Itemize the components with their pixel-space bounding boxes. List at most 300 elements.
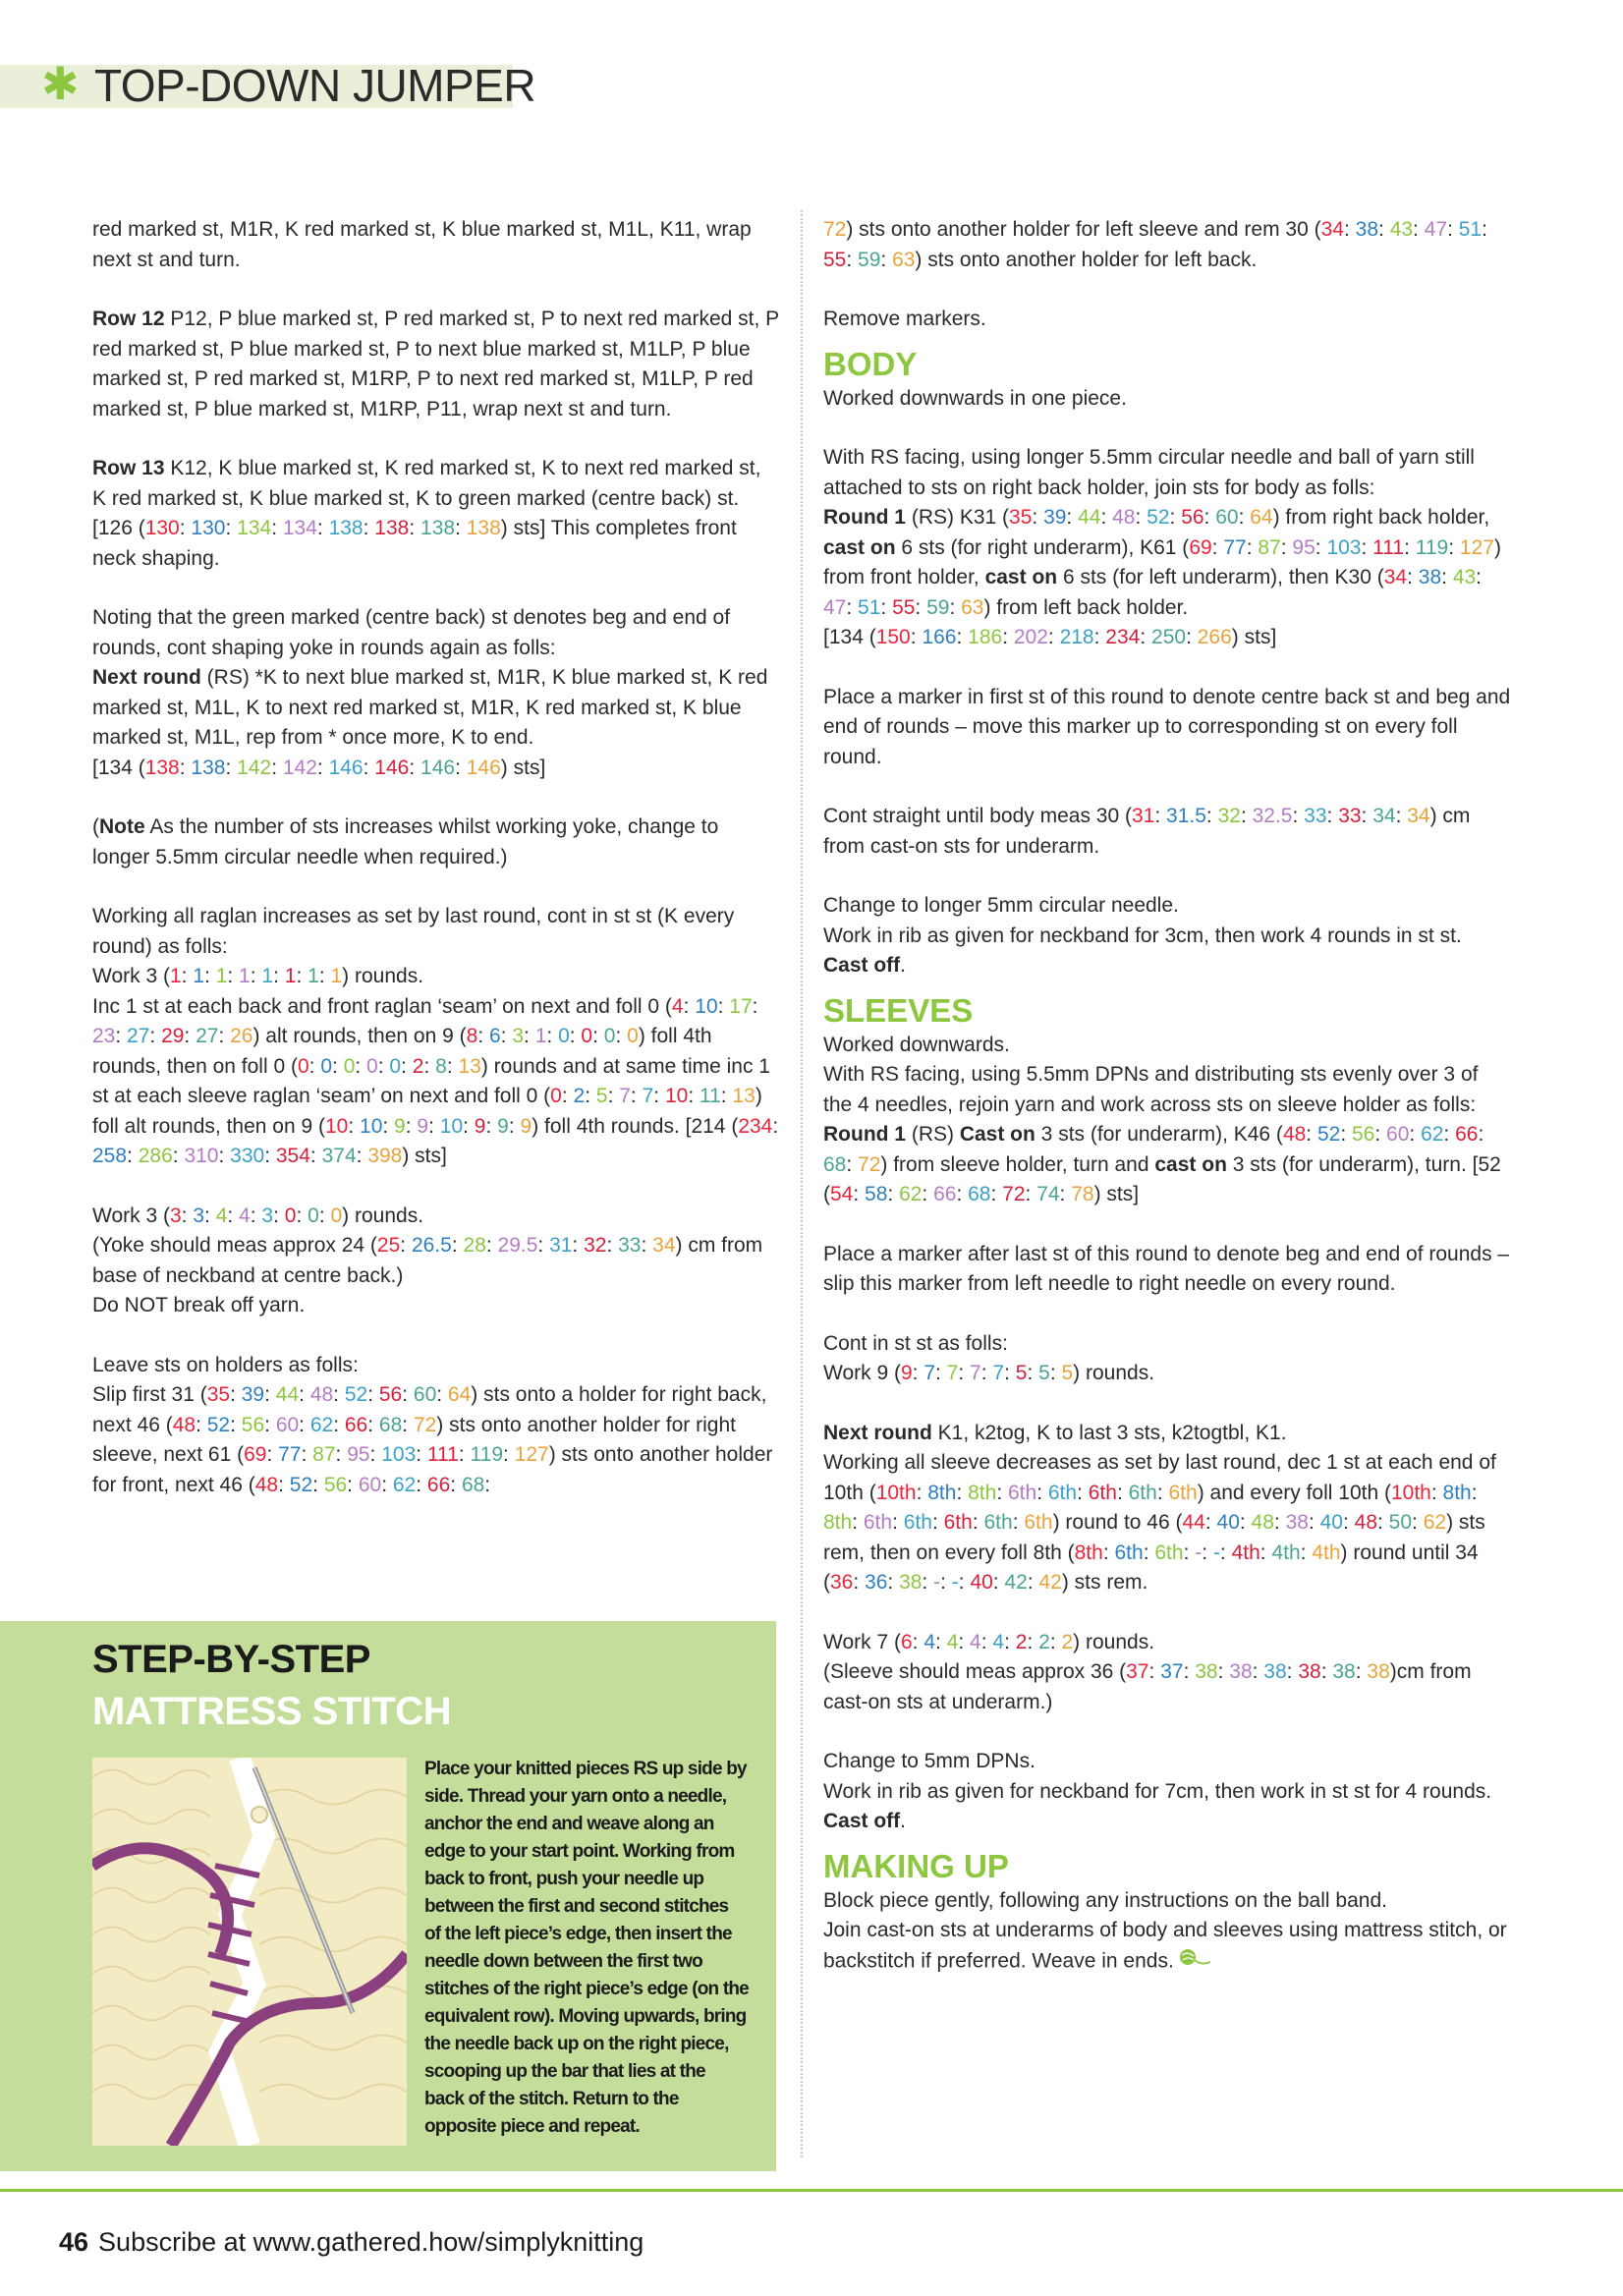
text-run: : xyxy=(405,1114,418,1138)
size-value: 66 xyxy=(426,1473,451,1496)
size-value: 64 xyxy=(1250,506,1273,529)
text-run: : xyxy=(1047,626,1060,648)
text-run: : xyxy=(500,1025,513,1047)
text-run: : xyxy=(1183,1660,1196,1683)
text-run: ( xyxy=(92,815,99,838)
bold-term: Row 12 xyxy=(92,308,165,330)
size-value: 48 xyxy=(1354,1511,1377,1534)
size-value: 186 xyxy=(968,626,1003,648)
text-run: )cm from cast-on sts at underarm.) xyxy=(823,1660,1472,1713)
text-run: Worked downwards in one piece. xyxy=(823,386,1127,410)
size-value: 1 xyxy=(193,965,205,987)
size-value: 130 xyxy=(144,517,180,539)
text-run: (RS) xyxy=(906,1123,960,1146)
bold-term: Cast off xyxy=(823,1810,901,1832)
mattress-stitch-title: MATTRESS STITCH xyxy=(92,1690,452,1733)
size-value: 68 xyxy=(968,1183,991,1205)
size-value: 4th xyxy=(1312,1540,1341,1564)
size-value: 8 xyxy=(435,1054,447,1078)
size-value: 34 xyxy=(652,1234,676,1257)
text-run: : xyxy=(299,1413,310,1436)
text-run: : xyxy=(935,1362,947,1384)
text-run: ) sts] This completes front neck shaping. xyxy=(92,517,737,570)
text-run: : xyxy=(720,1085,733,1107)
size-value: 51 xyxy=(858,595,881,619)
size-value: 374 xyxy=(321,1145,357,1167)
size-value: 44 xyxy=(1182,1511,1205,1534)
text-run: With RS facing, using 5.5mm DPNs and distributing sts evenly over 3 of the 4 needles, rejoin yarn and work across sts on sleeve holder as folls: xyxy=(823,1063,1479,1116)
text-run: : xyxy=(318,965,331,987)
mattress-stitch-instructions: Place your knitted pieces RS up side by side. Thread your yarn onto a needle, anchor the end and weave along an edge to your start point. Working from back to front, push your needle up between the first and second stitches of the left piece’s edge, then insert the needle down between the first two stitches of the right piece’s edge (on the equivalent row). Moving upwards, bring the needle back up on the right piece, scooping up the bar that lies at the back of the stitch. Return to the opposite piece and repeat. xyxy=(424,1759,749,2137)
text-run: Remove markers. xyxy=(823,308,986,330)
text-run: : xyxy=(416,1443,427,1466)
size-value: 2 xyxy=(412,1054,424,1078)
size-value: 1 xyxy=(169,965,182,987)
page-number: 46 xyxy=(59,2227,89,2257)
text-run: Work 3 ( xyxy=(92,1204,170,1227)
text-run: : xyxy=(1148,1660,1161,1683)
text-run: : xyxy=(1447,218,1459,241)
subscribe-link[interactable]: Subscribe at www.gathered.how/simplyknitting xyxy=(98,2227,644,2257)
text-run: : xyxy=(266,1443,279,1466)
size-value: 32.5 xyxy=(1252,805,1293,827)
text-run: : xyxy=(204,1204,216,1227)
page-title: TOP-DOWN JUMPER xyxy=(94,60,536,111)
size-value: 4 xyxy=(215,1204,228,1227)
text-run: : xyxy=(910,626,923,648)
text-run: : xyxy=(318,1204,331,1227)
text-run: : xyxy=(1246,535,1259,559)
text-run: : xyxy=(1156,1481,1169,1504)
text-run: : xyxy=(1012,1511,1025,1534)
size-value: 3 xyxy=(193,1204,205,1227)
text-run: : xyxy=(1378,218,1390,241)
text-run: : xyxy=(363,756,375,779)
size-value: - xyxy=(933,1571,941,1594)
text-run: Inc 1 st at each back and front raglan ‘seam’ on next and foll 0 ( xyxy=(92,994,672,1018)
text-run: : xyxy=(179,517,192,539)
size-value: 3 xyxy=(169,1204,182,1227)
text-run: . xyxy=(900,954,907,977)
size-value: 33 xyxy=(618,1234,642,1257)
text-run: : xyxy=(458,1443,471,1466)
yoke-paragraph xyxy=(92,1202,780,1321)
text-run: : xyxy=(333,1413,345,1436)
text-run: : xyxy=(1306,1123,1317,1146)
size-value: 60 xyxy=(1386,1123,1410,1146)
size-value: 13 xyxy=(732,1085,756,1107)
size-value: 78 xyxy=(1071,1183,1094,1205)
size-value: 87 xyxy=(1258,535,1281,559)
text-run: : xyxy=(956,1481,969,1504)
size-value: 0 xyxy=(581,1025,593,1047)
text-run: Working all sleeve decreases as set by last round, dec 1 st at each end of 10th ( xyxy=(823,1451,1496,1504)
sleeves-work-7 xyxy=(823,1628,1511,1718)
text-run: : xyxy=(1049,1630,1062,1653)
text-run: : xyxy=(308,1054,321,1078)
size-value: 0 xyxy=(389,1054,402,1078)
size-value: 9 xyxy=(474,1114,486,1138)
size-value: 9 xyxy=(394,1114,406,1138)
size-value: 266 xyxy=(1197,626,1232,648)
text-run: : xyxy=(980,1362,993,1384)
text-run: : xyxy=(1413,218,1425,241)
text-run: red marked st, M1R, K red marked st, K blue marked st, M1L, K11, wrap next st and turn. xyxy=(92,218,752,271)
size-value: 10 xyxy=(324,1114,349,1138)
size-value: 1 xyxy=(534,1025,547,1047)
size-value: 3 xyxy=(261,1204,274,1227)
text-run: : xyxy=(1077,1481,1089,1504)
text-run: : xyxy=(990,1183,1003,1205)
text-run: : xyxy=(484,1473,491,1496)
size-value: 2 xyxy=(1015,1630,1028,1653)
text-run: : xyxy=(592,1025,604,1047)
text-run: : xyxy=(1217,1660,1230,1683)
size-value: 146 xyxy=(420,756,456,779)
text-run: : xyxy=(450,1473,462,1496)
text-run: : xyxy=(846,1152,859,1176)
text-run: : xyxy=(683,994,696,1018)
size-value: 142 xyxy=(237,756,272,779)
text-run: (RS) K31 ( xyxy=(906,506,1010,529)
text-run: : xyxy=(1027,1362,1039,1384)
text-run: : xyxy=(1203,506,1216,529)
text-run: : xyxy=(1211,535,1224,559)
text-run: Work 3 ( xyxy=(92,965,170,987)
text-run: : xyxy=(1286,1660,1299,1683)
text-run: : xyxy=(653,1085,665,1107)
text-run: [134 ( xyxy=(823,626,876,648)
text-run: Work 9 ( xyxy=(823,1362,901,1384)
text-run: : xyxy=(912,1362,924,1384)
text-run: : xyxy=(1320,1660,1333,1683)
text-run: : xyxy=(503,1443,515,1466)
size-value: 146 xyxy=(374,756,410,779)
size-value: 4th xyxy=(1231,1540,1260,1564)
text-run: : xyxy=(1036,1481,1048,1504)
text-run: : xyxy=(561,1085,574,1107)
next-round-paragraph xyxy=(92,603,780,783)
size-value: 23 xyxy=(92,1025,116,1047)
text-run: ) sts onto another holder for right sleeve, next 61 ( xyxy=(92,1413,736,1466)
size-value: 52 xyxy=(1147,506,1170,529)
size-value: 127 xyxy=(1459,535,1494,559)
making-up-text xyxy=(823,1886,1511,1978)
text-run: : xyxy=(1143,1540,1155,1564)
size-value: 3 xyxy=(512,1025,525,1047)
size-value: 62 xyxy=(1421,1123,1444,1146)
size-value: 56 xyxy=(378,1383,403,1406)
size-value: 4 xyxy=(671,994,684,1018)
size-value: 69 xyxy=(244,1443,267,1466)
size-value: 38 xyxy=(1298,1660,1321,1683)
text-run: Join cast-on sts at underarms of body and sleeves using mattress stitch, or backstitch if preferred. Weave in ends. xyxy=(823,1919,1507,1972)
text-run: Place a marker in first st of this round to denote centre back st and beg and end of rounds – move this marker up to corresponding st on every foll round. xyxy=(823,685,1511,768)
text-run: : xyxy=(451,1234,464,1257)
text-run: : xyxy=(949,595,962,619)
text-run: Work 7 ( xyxy=(823,1630,901,1653)
text-run: : xyxy=(369,1443,382,1466)
text-run: : xyxy=(1430,1481,1443,1504)
text-run: : xyxy=(316,756,329,779)
size-value: 6th xyxy=(983,1511,1013,1534)
text-run: ) round until 34 ( xyxy=(823,1540,1479,1594)
size-value: 1 xyxy=(239,965,251,987)
size-value: 5 xyxy=(595,1085,608,1107)
text-run: 6 sts (for left underarm), then K30 ( xyxy=(1057,566,1384,588)
size-value: 60 xyxy=(1215,506,1239,529)
size-value: 0 xyxy=(603,1025,616,1047)
text-run: : xyxy=(355,1054,367,1078)
text-run: : xyxy=(846,595,859,619)
size-value: 38 xyxy=(1263,1660,1287,1683)
text-run: ) rounds. xyxy=(1073,1362,1155,1384)
text-run: : xyxy=(958,1630,971,1653)
text-run: : xyxy=(227,965,240,987)
body-intro xyxy=(823,384,1511,415)
text-run: : xyxy=(184,1025,196,1047)
size-value: 6th xyxy=(943,1511,973,1534)
text-run: : xyxy=(922,1571,934,1594)
size-value: 52 xyxy=(289,1473,313,1496)
text-run: : xyxy=(446,1054,459,1078)
size-value: 130 xyxy=(191,517,226,539)
size-value: 8th xyxy=(927,1481,957,1504)
text-run: ) rounds and at same time inc 1 st at each sleeve raglan ‘seam’ on next and foll 0 ( xyxy=(92,1054,770,1107)
text-run: : xyxy=(940,1571,952,1594)
size-value: 43 xyxy=(1452,566,1477,588)
text-run: : xyxy=(546,1025,559,1047)
text-run: : xyxy=(149,1025,162,1047)
size-value: 111 xyxy=(426,1443,459,1466)
text-run: : xyxy=(264,1413,276,1436)
text-run: : xyxy=(641,1234,653,1257)
sleeves-st-st xyxy=(823,1329,1511,1389)
size-value: 234 xyxy=(1105,626,1141,648)
text-run: : xyxy=(892,1511,904,1534)
column-divider xyxy=(801,210,803,2157)
size-value: 0 xyxy=(558,1025,570,1047)
sleeves-heading: SLEEVES xyxy=(823,991,974,1029)
size-value: 250 xyxy=(1151,626,1187,648)
size-value: 38 xyxy=(1285,1511,1309,1534)
text-run: : xyxy=(980,1630,993,1653)
size-value: 34 xyxy=(1372,805,1396,827)
body-round-1 xyxy=(823,443,1511,653)
size-value: 55 xyxy=(892,595,916,619)
size-value: 6th xyxy=(903,1511,932,1534)
size-value: 72 xyxy=(858,1152,881,1176)
text-run: : xyxy=(230,1383,242,1406)
text-run: : xyxy=(1183,1540,1196,1564)
size-value: 40 xyxy=(1319,1511,1343,1534)
text-run: As the number of sts increases whilst working yoke, change to longer 5.5mm circular needle when required.) xyxy=(92,815,719,868)
size-value: 59 xyxy=(858,248,881,271)
size-value: 37 xyxy=(1160,1660,1184,1683)
size-value: 134 xyxy=(237,517,272,539)
size-value: 2 xyxy=(1038,1630,1050,1653)
size-value: 95 xyxy=(347,1443,370,1466)
text-run: ) sts] xyxy=(1231,626,1277,648)
size-value: 6th xyxy=(1008,1481,1037,1504)
text-run: : xyxy=(382,1114,395,1138)
size-value: 202 xyxy=(1013,626,1048,648)
bold-term: Row 13 xyxy=(92,457,165,479)
asterisk-icon: ✱ xyxy=(41,58,80,109)
text-run: : xyxy=(1027,1630,1039,1653)
text-run: : xyxy=(115,1025,128,1047)
text-run: : xyxy=(485,1234,498,1257)
text-run: : xyxy=(931,1511,944,1534)
size-value: 218 xyxy=(1059,626,1094,648)
size-value: 40 xyxy=(970,1571,993,1594)
row-13-paragraph xyxy=(92,454,780,574)
text-run: : xyxy=(455,517,467,539)
text-run: : xyxy=(1441,566,1453,588)
text-run: : xyxy=(273,965,285,987)
size-value: 29.5 xyxy=(497,1234,538,1257)
text-run: Noting that the green marked (centre back) st denotes beg and end of rounds, cont shaping yoke in rounds again as folls: xyxy=(92,606,731,659)
text-run: K12, K blue marked st, K red marked st, K to next red marked st, K red marked st, K blue marked st, K to green marked (centre back) st. [126 ( xyxy=(92,457,761,539)
size-value: 310 xyxy=(184,1145,219,1167)
text-run: (RS) *K to next blue marked st, M1R, K blue marked st, K red marked st, M1L, K to next red marked st, M1R, K red marked st, K blue marked st, M1L, rep from * once more, K to end. xyxy=(92,666,768,749)
size-value: 0 xyxy=(308,1204,319,1227)
text-run: ) rounds. xyxy=(342,1204,424,1227)
size-value: 9 xyxy=(520,1114,532,1138)
text-run: : xyxy=(852,1511,864,1534)
size-value: 1 xyxy=(284,965,297,987)
text-run: ) sts] xyxy=(500,756,546,779)
text-run: (Yoke should meas approx 24 ( xyxy=(92,1234,377,1257)
text-run: ) sts onto another holder for left sleeve and rem 30 ( xyxy=(846,218,1321,241)
text-run: : xyxy=(316,517,329,539)
size-value: 8th xyxy=(968,1481,997,1504)
text-run: Leave sts on holders as folls: xyxy=(92,1353,359,1376)
bold-term: Next round xyxy=(823,1421,932,1444)
making-up-heading: MAKING UP xyxy=(823,1847,1009,1884)
text-run: : xyxy=(585,1085,596,1107)
size-value: 74 xyxy=(1036,1183,1060,1205)
text-run: ) sts onto another holder for front, next 46 ( xyxy=(92,1443,773,1496)
text-run: : xyxy=(1412,1511,1424,1534)
text-run: : xyxy=(436,1383,448,1406)
text-run: : xyxy=(846,248,859,271)
text-run: : xyxy=(996,1481,1008,1504)
size-value: 95 xyxy=(1292,535,1315,559)
text-run: : xyxy=(381,1473,393,1496)
size-value: 4 xyxy=(239,1204,251,1227)
size-value: 55 xyxy=(823,248,847,271)
size-value: 6 xyxy=(900,1630,913,1653)
size-value: 77 xyxy=(1223,535,1247,559)
size-value: 398 xyxy=(367,1145,403,1167)
text-run: : xyxy=(348,1114,361,1138)
size-value: 26 xyxy=(230,1025,253,1047)
size-value: 66 xyxy=(933,1183,957,1205)
size-value: 48 xyxy=(1282,1123,1307,1146)
size-value: 7 xyxy=(642,1085,654,1107)
size-value: 2 xyxy=(1061,1630,1074,1653)
size-value: 354 xyxy=(275,1145,310,1167)
size-value: 31 xyxy=(549,1234,573,1257)
text-run: ) alt rounds, then on 9 ( xyxy=(252,1025,467,1047)
text-run: : xyxy=(250,1204,262,1227)
size-value: 10th xyxy=(875,1481,917,1504)
size-value: 51 xyxy=(1458,218,1483,241)
text-run: Slip first 31 ( xyxy=(92,1383,207,1406)
text-run: : xyxy=(1340,1123,1352,1146)
size-value: 72 xyxy=(413,1413,437,1436)
text-run: : xyxy=(196,1413,207,1436)
size-value: - xyxy=(1195,1540,1203,1564)
size-value: 7 xyxy=(970,1362,981,1384)
size-value: 142 xyxy=(282,756,317,779)
footer-rule xyxy=(0,2189,1623,2192)
text-run: ) sts onto another holder for left back. xyxy=(915,248,1258,271)
size-value: 68 xyxy=(378,1413,403,1436)
size-value: 111 xyxy=(1372,535,1405,559)
text-run: : xyxy=(1280,535,1293,559)
size-value: 48 xyxy=(172,1413,196,1436)
text-run: : xyxy=(1407,566,1419,588)
text-run: : xyxy=(1361,535,1373,559)
size-value: 60 xyxy=(413,1383,437,1406)
text-run: : xyxy=(916,1481,928,1504)
text-run: : xyxy=(273,1204,285,1227)
text-run: 3 sts (for underarm), turn. [52 ( xyxy=(823,1152,1501,1205)
text-run: : xyxy=(1116,1481,1129,1504)
step-by-step-title: STEP-BY-STEP xyxy=(92,1638,370,1681)
mattress-stitch-photo xyxy=(92,1758,407,2146)
bold-term: Round 1 xyxy=(823,506,906,529)
size-value: 68 xyxy=(823,1152,847,1176)
size-value: 146 xyxy=(466,756,501,779)
text-run: : xyxy=(1049,1362,1062,1384)
text-run: : xyxy=(887,1183,900,1205)
size-value: 150 xyxy=(875,626,911,648)
size-value: 52 xyxy=(1316,1123,1341,1146)
right-column xyxy=(823,215,1511,1977)
size-value: 62 xyxy=(1423,1511,1447,1534)
text-run: : xyxy=(301,1443,313,1466)
size-value: 54 xyxy=(830,1183,854,1205)
text-run: : xyxy=(1315,535,1327,559)
text-run: ) sts] xyxy=(402,1145,447,1167)
size-value: 39 xyxy=(1043,506,1067,529)
size-value: 4 xyxy=(923,1630,936,1653)
text-run: : xyxy=(400,1234,412,1257)
size-value: 5 xyxy=(1038,1362,1050,1384)
size-value: 138 xyxy=(374,517,410,539)
text-run: : xyxy=(1355,1660,1368,1683)
text-run: : xyxy=(915,595,927,619)
text-run: : xyxy=(271,517,283,539)
text-run: ) rounds. xyxy=(1073,1630,1155,1653)
size-value: 2 xyxy=(573,1085,586,1107)
text-run: : xyxy=(958,1362,971,1384)
text-run: : xyxy=(363,517,375,539)
size-value: 56 xyxy=(323,1473,348,1496)
body-heading: BODY xyxy=(823,345,918,382)
row-12-paragraph xyxy=(92,305,780,424)
text-run: : xyxy=(630,1085,643,1107)
text-run: . xyxy=(900,1810,907,1832)
size-value: - xyxy=(951,1571,959,1594)
size-value: 62 xyxy=(899,1183,923,1205)
size-value: 6th xyxy=(1024,1511,1053,1534)
text-run: : xyxy=(1292,805,1305,827)
size-value: 6th xyxy=(1114,1540,1144,1564)
